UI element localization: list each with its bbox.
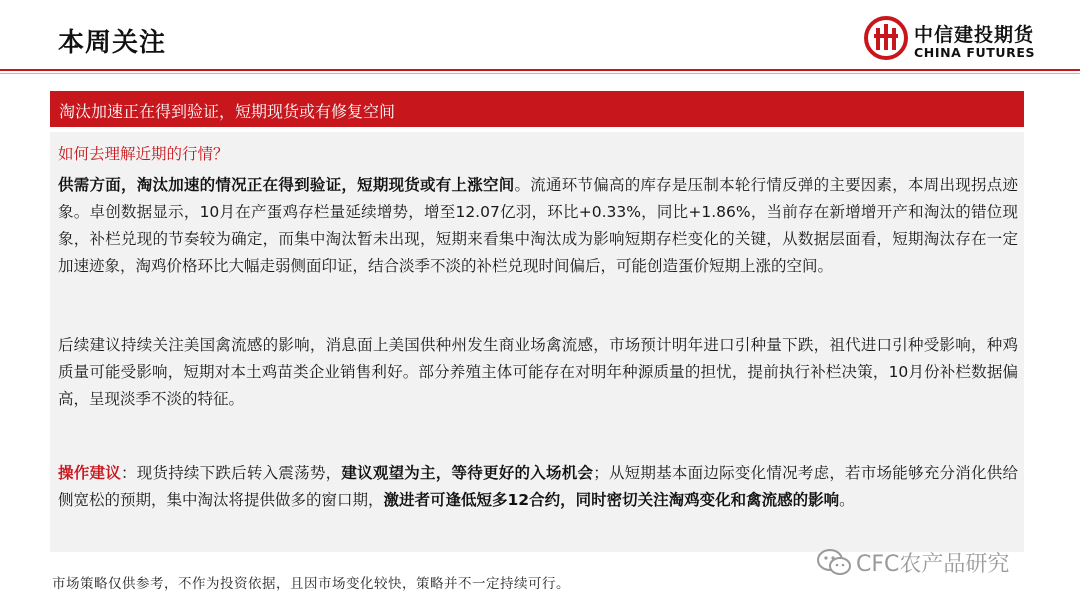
company-logo: [864, 16, 1064, 66]
page-title: 本周关注: [58, 28, 167, 58]
bird-flu-body: 后续建议持续关注美国禽流感的影响，消息面上美国供种州发生商业场禽流感，市场预计明年进口引种量下跌，祖代进口引种受影响，种鸡质量可能受影响，短期对本土鸡苗类企业销售利好。部分养殖主体可能存在对明年种源质量的担忧，提前执行补栏决策，10月份补栏数据偏高，呈现淡季不淡的特征。: [58, 336, 1018, 408]
disclaimer-note: 市场策略仅供参考，不作为投资依据，且因市场变化较快，策略并不一定持续可行。: [52, 576, 570, 592]
title-divider: [0, 69, 1080, 71]
watermark-text: CFC农产品研究: [856, 552, 1010, 577]
supply-demand-paragraph: [58, 172, 1018, 280]
operation-advice-paragraph: [58, 460, 1018, 514]
wechat-icon: [816, 548, 852, 578]
bird-flu-paragraph: [58, 332, 1018, 413]
supply-demand-lead: 供需方面，淘汰加速的情况正在得到验证，短期现货或有上涨空间: [58, 176, 515, 194]
title-divider-thin: [0, 73, 1080, 74]
advice-text-1: ：现货持续下跌后转入震荡势，: [120, 464, 342, 482]
headline-banner: [50, 91, 1024, 127]
logo-chinese-name: 中信建投期货: [914, 24, 1035, 46]
advice-text-2: ；从短期基本面边际变化情况考虑，若市场能够充分消化供给侧宽松的预期，集中淘汰将提供做多的窗口期，: [58, 464, 1018, 509]
logo-mark-icon: [864, 16, 908, 60]
advice-bold-1: 建议观望为主，等待更好的入场机会: [341, 464, 594, 482]
content-panel: [50, 132, 1024, 552]
operation-advice-label: 操作建议: [58, 464, 121, 482]
supply-demand-body: 。流通环节偏高的库存是压制本轮行情反弹的主要因素，本周出现拐点迹象。卓创数据显示，10月在产蛋鸡存栏量延续增势，增至12.07亿羽，环比+0.33%，同比+1.86%，当前存在新增增开产和淘汰的错位现象，补栏兑现的节奏较为确定，而集中淘汰暂未出现，短期来看集中淘汰成为影响短期存栏变化的关键，从数据层面看，短期淘汰存在一定加速迹象，淘鸡价格环比大幅走弱侧面印证，结合淡季不淡的补栏兑现时间偏后，可能创造蛋价短期上涨的空间。: [58, 176, 1018, 275]
advice-bold-2: 激进者可逢低短多12合约，同时密切关注淘鸡变化和禽流感的影响: [383, 491, 840, 509]
advice-text-3: 。: [839, 491, 855, 509]
headline-text: 淘汰加速正在得到验证，短期现货或有修复空间: [59, 102, 396, 121]
logo-english-name: CHINA FUTURES: [914, 45, 1036, 60]
section-question: 如何去理解近期的行情？: [58, 145, 229, 163]
